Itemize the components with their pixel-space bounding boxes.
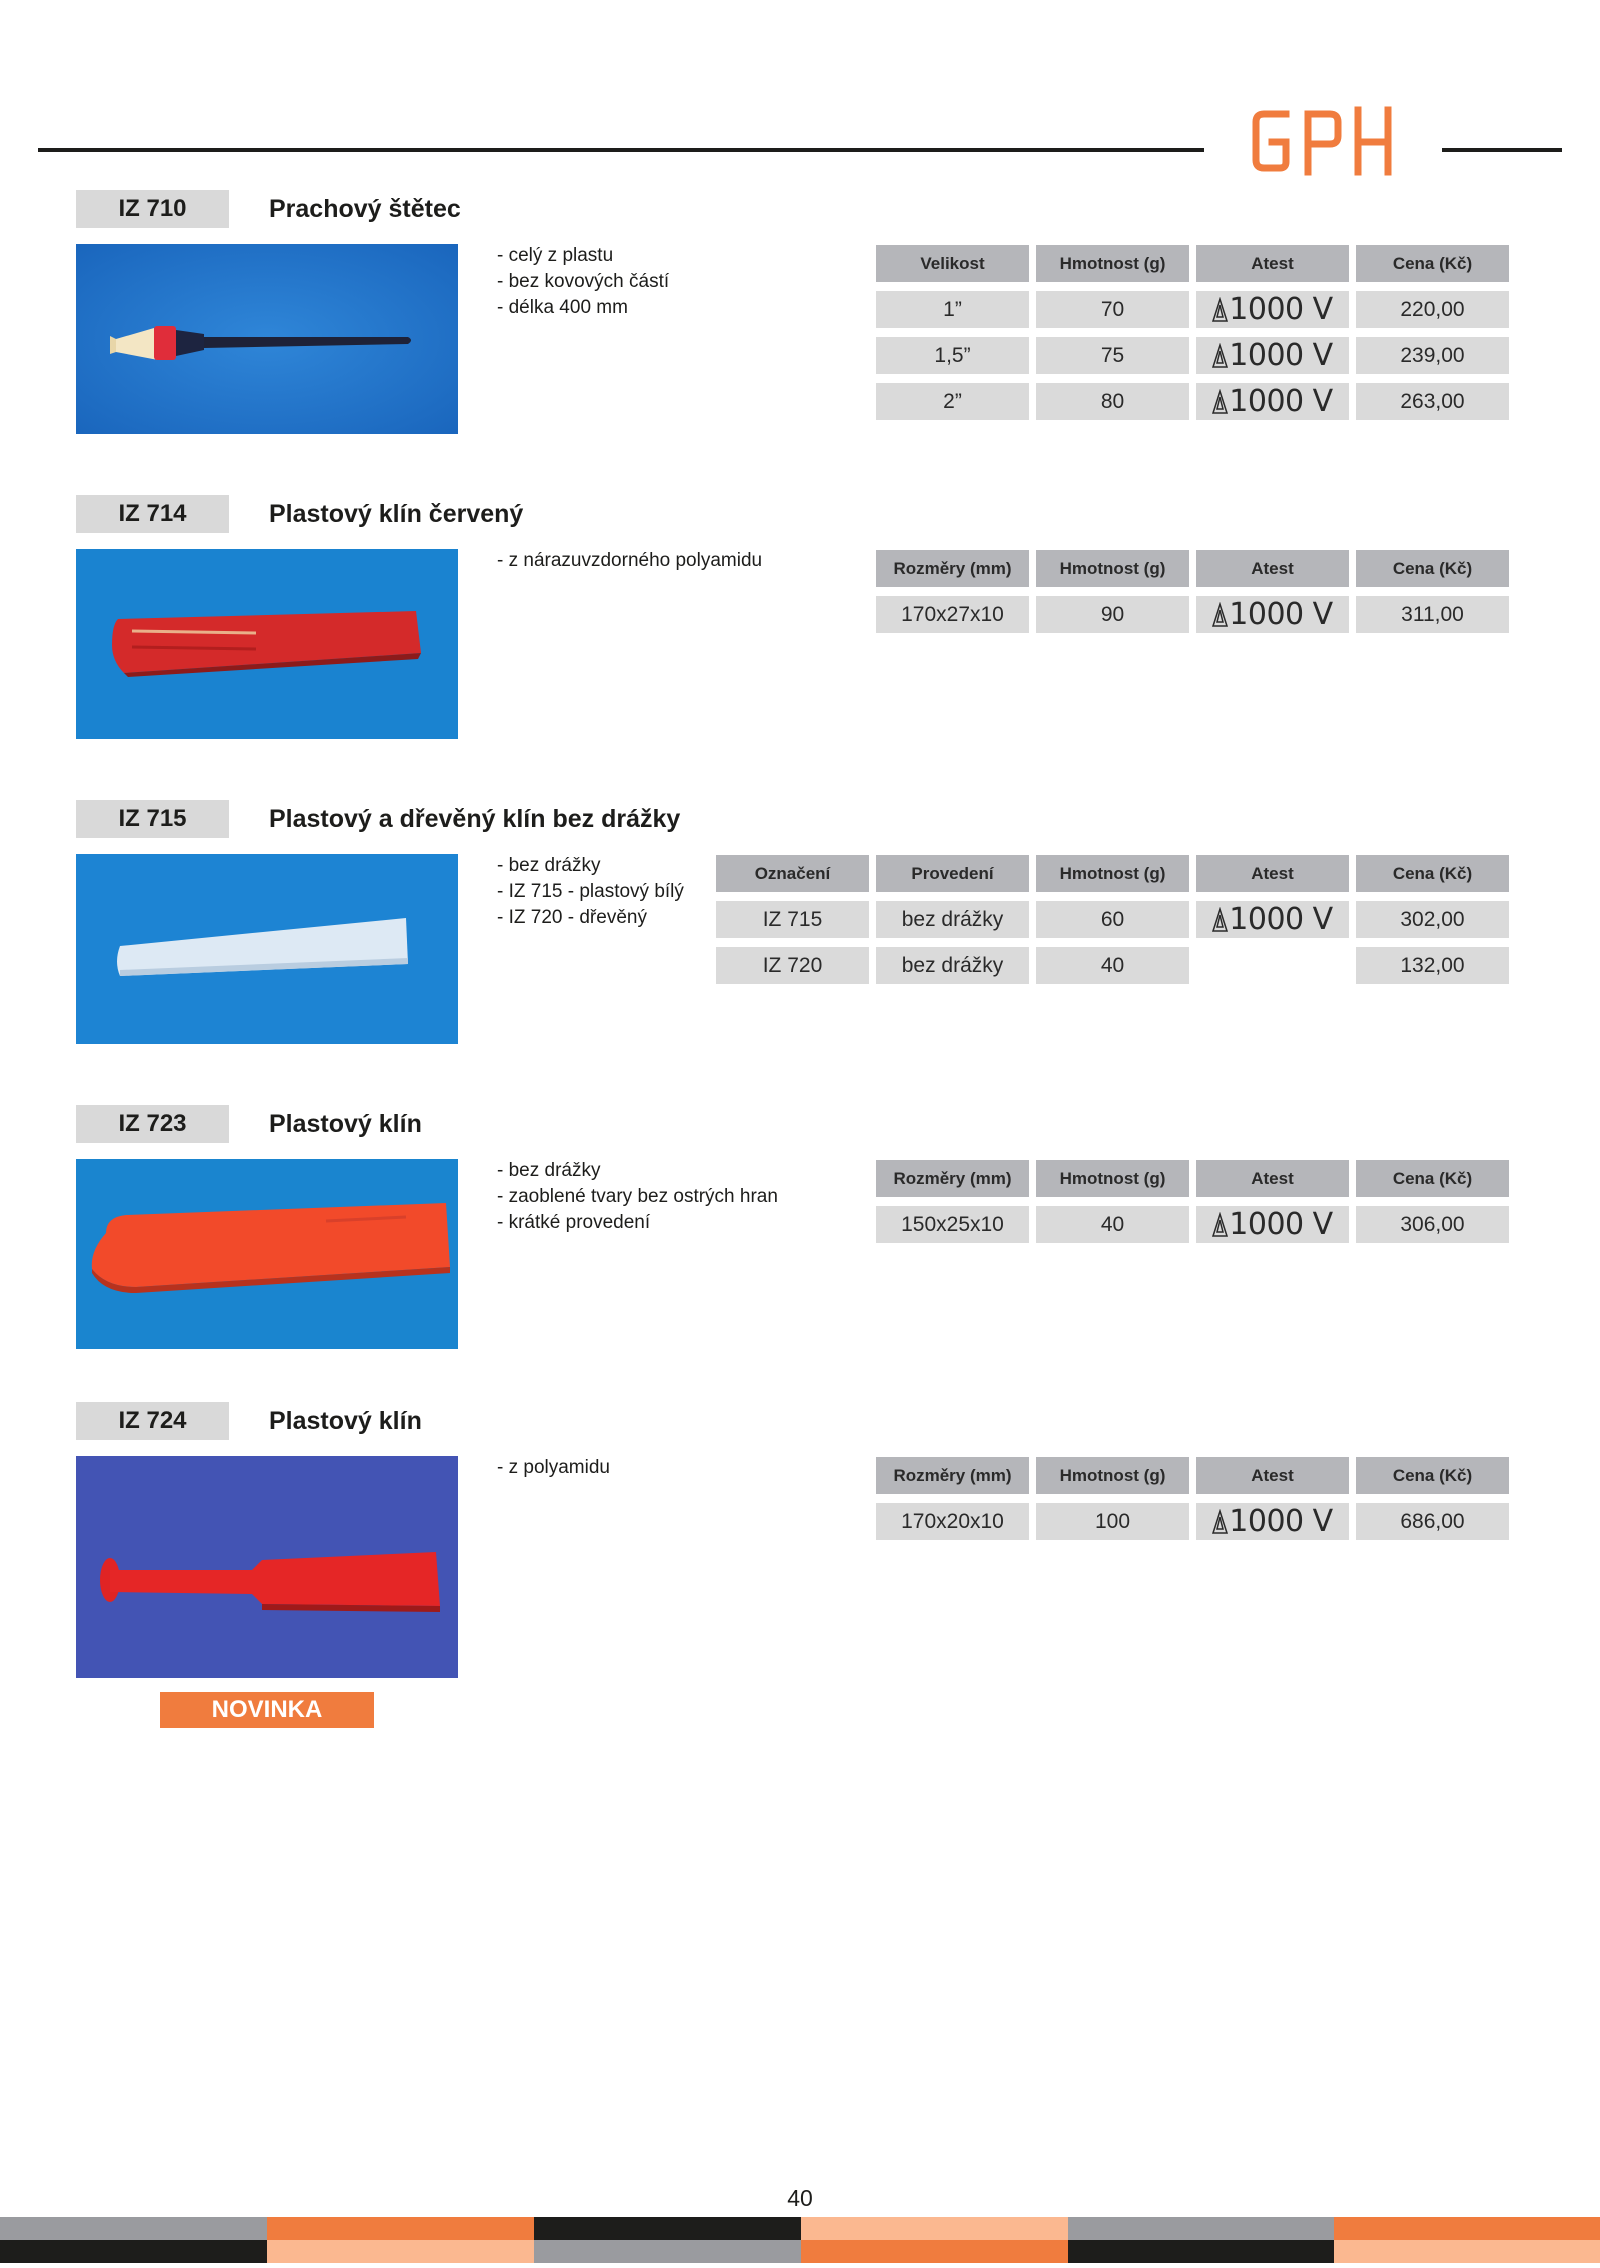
atest-cell xyxy=(1196,596,1349,633)
table-cell-price: 686,00 xyxy=(1356,1503,1509,1540)
atest-value: 1000 V xyxy=(1229,384,1333,419)
table-cell: 80 xyxy=(1036,383,1189,420)
table-cell: 170x27x10 xyxy=(876,596,1029,633)
table-header: Rozměry (mm) xyxy=(876,550,1029,587)
description-line: - IZ 715 - plastový bílý xyxy=(497,881,684,902)
description-line: - IZ 720 - dřevěný xyxy=(497,907,647,928)
table-cell: 70 xyxy=(1036,291,1189,328)
product-photo-orange-wedge xyxy=(76,1159,458,1349)
page-number: 40 xyxy=(787,2185,813,2211)
table-cell: 40 xyxy=(1036,1206,1189,1243)
atest-value: 1000 V xyxy=(1229,338,1333,373)
table-cell-price: 311,00 xyxy=(1356,596,1509,633)
table-header: Atest xyxy=(1196,1457,1349,1494)
table-cell: 1” xyxy=(876,291,1029,328)
table-header: Hmotnost (g) xyxy=(1036,245,1189,282)
table-cell: bez drážky xyxy=(876,901,1029,938)
atest-cell xyxy=(1196,383,1349,420)
product-code: IZ 715 xyxy=(76,800,229,838)
insulated-tool-triangle-icon xyxy=(1212,389,1228,415)
novinka-badge: NOVINKA xyxy=(160,1692,374,1728)
table-header: Velikost xyxy=(876,245,1029,282)
description-line: - zaoblené tvary bez ostrých hran xyxy=(497,1186,778,1207)
brand-logo xyxy=(1250,100,1395,182)
description-line: - délka 400 mm xyxy=(497,297,628,318)
product-description xyxy=(497,853,684,931)
product-photo-red-wedge xyxy=(76,549,458,739)
atest-cell xyxy=(1196,901,1349,938)
description-line: - celý z plastu xyxy=(497,245,614,266)
product-title: Plastový klín xyxy=(269,1407,422,1435)
insulated-tool-triangle-icon xyxy=(1212,1509,1228,1535)
table-header: Hmotnost (g) xyxy=(1036,1457,1189,1494)
table-header: Atest xyxy=(1196,1160,1349,1197)
atest-value: 1000 V xyxy=(1229,1207,1333,1242)
product-description xyxy=(497,548,762,574)
product-title: Plastový klín červený xyxy=(269,500,524,528)
table-cell: 40 xyxy=(1036,947,1189,984)
insulated-tool-triangle-icon xyxy=(1212,602,1228,628)
table-cell: IZ 720 xyxy=(716,947,869,984)
atest-cell xyxy=(1196,291,1349,328)
table-header: Cena (Kč) xyxy=(1356,1160,1509,1197)
atest-value: 1000 V xyxy=(1229,1504,1333,1539)
product-title: Plastový a dřevěný klín bez drážky xyxy=(269,805,681,833)
table-header: Rozměry (mm) xyxy=(876,1457,1029,1494)
table-header: Rozměry (mm) xyxy=(876,1160,1029,1197)
table-header: Cena (Kč) xyxy=(1356,245,1509,282)
table-cell: bez drážky xyxy=(876,947,1029,984)
table-cell: 90 xyxy=(1036,596,1189,633)
header-rule-right xyxy=(1442,148,1562,152)
description-line: - z polyamidu xyxy=(497,1457,610,1478)
table-header: Atest xyxy=(1196,550,1349,587)
table-cell: 75 xyxy=(1036,337,1189,374)
atest-cell xyxy=(1196,1206,1349,1243)
product-photo-white-wedge xyxy=(76,854,458,1044)
table-header: Cena (Kč) xyxy=(1356,855,1509,892)
table-header: Provedení xyxy=(876,855,1029,892)
table-header: Atest xyxy=(1196,855,1349,892)
atest-cell xyxy=(1196,337,1349,374)
table-cell: 170x20x10 xyxy=(876,1503,1029,1540)
insulated-tool-triangle-icon xyxy=(1212,1212,1228,1238)
table-header: Hmotnost (g) xyxy=(1036,550,1189,587)
description-line: - bez kovových částí xyxy=(497,271,670,292)
table-cell-price: 220,00 xyxy=(1356,291,1509,328)
table-header: Atest xyxy=(1196,245,1349,282)
insulated-tool-triangle-icon xyxy=(1212,907,1228,933)
header-rule-left xyxy=(38,148,1204,152)
table-cell: 2” xyxy=(876,383,1029,420)
table-cell-price: 306,00 xyxy=(1356,1206,1509,1243)
atest-value: 1000 V xyxy=(1229,292,1333,327)
table-cell-price: 132,00 xyxy=(1356,947,1509,984)
product-code: IZ 724 xyxy=(76,1402,229,1440)
product-description xyxy=(497,1158,778,1236)
insulated-tool-triangle-icon xyxy=(1212,297,1228,323)
description-line: - z nárazuvzdorného polyamidu xyxy=(497,550,763,571)
table-header: Označení xyxy=(716,855,869,892)
product-description xyxy=(497,1455,610,1481)
atest-value: 1000 V xyxy=(1229,597,1333,632)
table-header: Cena (Kč) xyxy=(1356,1457,1509,1494)
table-cell: 60 xyxy=(1036,901,1189,938)
atest-value: 1000 V xyxy=(1229,902,1333,937)
description-line: - bez drážky xyxy=(497,855,601,876)
description-line: - krátké provedení xyxy=(497,1212,651,1233)
atest-cell-empty xyxy=(1196,947,1349,984)
product-code: IZ 714 xyxy=(76,495,229,533)
table-cell: IZ 715 xyxy=(716,901,869,938)
description-line: - bez drážky xyxy=(497,1160,601,1181)
table-header: Cena (Kč) xyxy=(1356,550,1509,587)
table-cell: 150x25x10 xyxy=(876,1206,1029,1243)
footer-color-band xyxy=(0,2217,1600,2263)
product-title: Plastový klín xyxy=(269,1110,422,1138)
table-cell: 1,5” xyxy=(876,337,1029,374)
table-cell-price: 302,00 xyxy=(1356,901,1509,938)
table-cell: 100 xyxy=(1036,1503,1189,1540)
product-photo-brush xyxy=(76,244,458,434)
atest-cell xyxy=(1196,1503,1349,1540)
product-code: IZ 710 xyxy=(76,190,229,228)
insulated-tool-triangle-icon xyxy=(1212,343,1228,369)
table-header: Hmotnost (g) xyxy=(1036,855,1189,892)
product-code: IZ 723 xyxy=(76,1105,229,1143)
table-cell-price: 239,00 xyxy=(1356,337,1509,374)
product-photo-red-paddle-wedge xyxy=(76,1456,458,1678)
product-description xyxy=(497,243,669,321)
product-title: Prachový štětec xyxy=(269,195,461,223)
table-header: Hmotnost (g) xyxy=(1036,1160,1189,1197)
table-cell-price: 263,00 xyxy=(1356,383,1509,420)
